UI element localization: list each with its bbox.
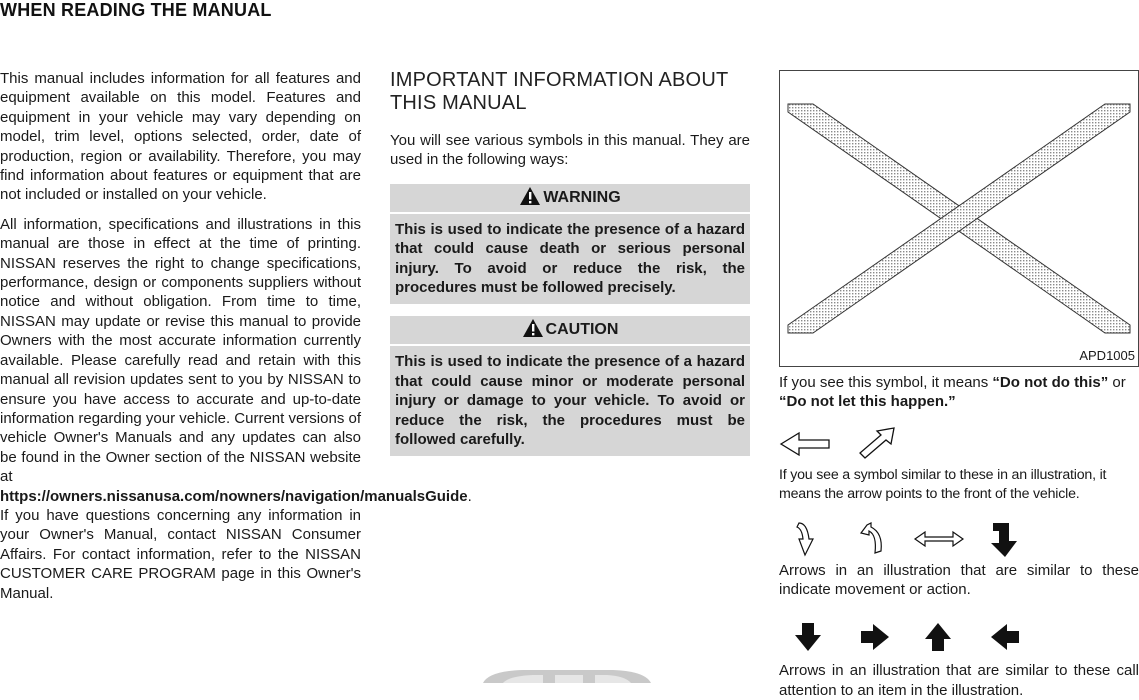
caution-triangle-icon [522,318,544,338]
do-not-text [779,373,1139,412]
info-paragraph-text: All information, specifications and illustrations in this manual are those in effect at the time of printing. NISSAN reserves the right to change specifications, performance, design or components suppliers without notice and without obligation. From time to time, NISSAN may update or revise this manual to provide Owners with the most accurate information currently available. Please carefully read and retain with this manual all revision updates sent to you by NISSAN to ensure you have access to accurate and up-to-date information regarding your vehicle. Current versions of vehicle Owner's Manuals and any updates can also be found in the Owner section of the NISSAN website at [0,215,362,486]
caution-box [390,316,750,456]
attention-arrow-text: Arrows in an illustration that are similar to these call attention to an item in the illustration. [779,662,1139,699]
solid-arrow-right-icon [859,622,891,652]
solid-arrow-down-icon [793,621,823,653]
warning-box [390,184,750,305]
do-not-this: “Do not do this” [992,374,1109,391]
warning-text: This is used to indicate the presence of a hazard that could cause death or serious personal injury. To avoid or reduce the risk, the procedures must be followed precisely. [395,220,745,297]
symbols-intro: You will see various symbols in this manual. They are used in the following ways: [390,132,750,169]
x-mark-icon [780,71,1138,366]
warning-header [390,184,750,214]
front-arrow-text: If you see a symbol similar to these in an illustration, it means the arrow points to the front of the vehicle. [779,466,1107,503]
caution-label: CAUTION [545,321,619,339]
figure-code: APD1005 [1079,347,1135,363]
curved-arrow-down-icon [791,521,821,559]
warning-label: WARNING [543,188,621,206]
column-figures [779,70,1139,700]
info-paragraph [0,215,472,603]
watermark-logo-icon [483,668,653,683]
movement-arrow-text: Arrows in an illustration that are similar to these indicate movement or action. [779,561,1139,599]
column-symbols [390,69,750,468]
page-header: WHEN READING THE MANUAL [0,0,272,20]
do-not-lead: If you see this symbol, it means [779,374,993,391]
section-title: IMPORTANT INFORMATION ABOUT THIS MANUAL [390,69,729,114]
caution-header [390,316,750,346]
bent-arrow-icon [989,521,1025,559]
attention-arrow-row [779,621,1139,661]
solid-arrow-left-icon [989,622,1021,652]
column-intro [0,69,472,613]
front-arrow-diagonal-icon [857,426,897,460]
do-not-let: “Do not let this happen.” [779,393,956,411]
front-arrow-left-icon [779,428,833,460]
double-arrow-icon [913,529,965,549]
front-arrow-row [779,426,1139,466]
do-not-or: or [1108,374,1126,391]
info-paragraph-tail: . If you have questions concerning any information in your Owner's Manual, contact NISSAN Consumer Affairs. For contact information, refer to the NISSAN CUSTOMER CARE PROGRAM page in this Owner's Manual. [0,487,472,602]
do-not-symbol-figure [779,70,1139,367]
warning-triangle-icon [519,186,541,206]
solid-arrow-up-icon [923,621,953,653]
curved-arrow-up-icon [859,521,889,559]
movement-arrow-row [779,521,1139,561]
caution-text: This is used to indicate the presence of a hazard that could cause minor or moderate personal injury or damage to your vehicle. To avoid or reduce the risk, the procedures must be followed carefully. [395,353,745,449]
intro-paragraph: This manual includes information for all features and equipment available on this model. Features and equipment in your vehicle may vary depending on model, trim level, options selected, order, date of production, region or availability. Therefore, you may find information about features or equipment that are not included or installed on your vehicle. [0,70,361,204]
owners-website-link[interactable]: https://owners.nissanusa.com/nowners/navigation/manualsGuide [0,487,468,505]
